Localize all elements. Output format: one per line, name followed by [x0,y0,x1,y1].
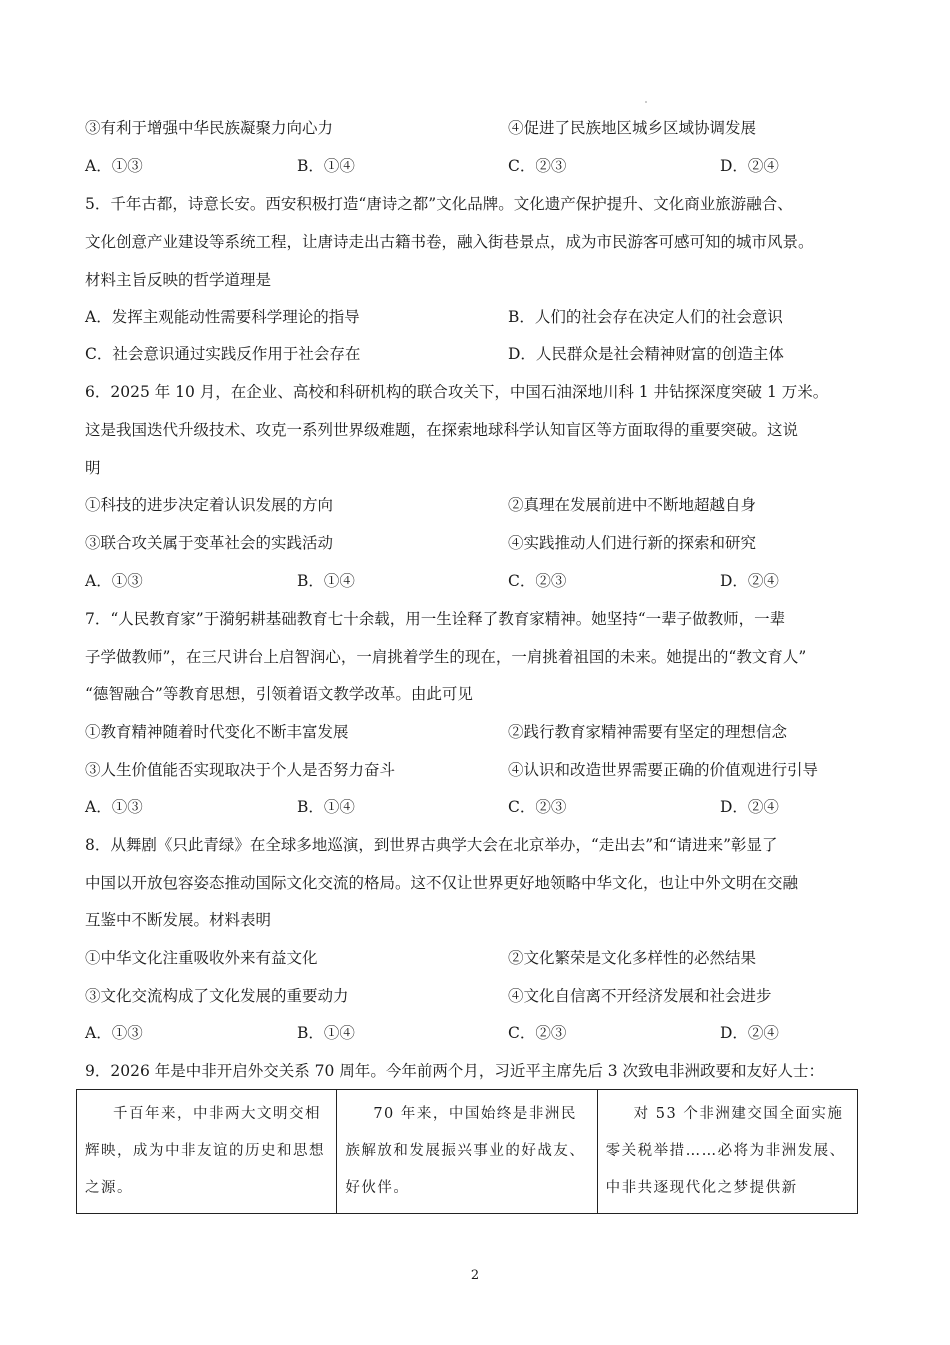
q7-choice-a: A．①③ [85,798,143,816]
q9-cell-3-text: 对 53 个非洲建交国全面实施零关税举措……必将为非洲发展、中非共逐现代化之梦提供新 [605,1106,846,1196]
q7-stem-line-3: “德智融合”等教育思想，引领着语文教学改革。由此可见 [85,685,473,703]
q5-stem-line-3: 材料主旨反映的哲学道理是 [85,271,272,289]
q5-choice-d: D．人民群众是社会精神财富的创造主体 [508,345,784,363]
q5-choice-c: C．社会意识通过实践反作用于社会存在 [85,345,361,363]
q7-choice-c: C．②③ [508,798,567,816]
q7-stem-line-1: 7．“人民教育家”于漪躬耕基础教育七十余载，用一生诠释了教育家精神。她坚持“一辈子做教师，一辈 [85,610,786,628]
q6-stem-line-3: 明 [85,459,101,477]
table-row [77,1090,858,1214]
q6-choice-b: B．①④ [297,572,355,590]
q9-cell-1-text: 千百年来，中非两大文明交相辉映，成为中非友谊的历史和思想之源。 [85,1106,325,1196]
q6-choice-a: A．①③ [85,572,143,590]
scan-speck [645,101,647,103]
q7-choice-d: D．②④ [720,798,779,816]
q5-choice-b: B．人们的社会存在决定人们的社会意识 [508,308,783,326]
q4-choice-c: C．②③ [508,157,567,175]
q4-choice-b: B．①④ [297,157,355,175]
q6-option-4: ④实践推动人们进行新的探索和研究 [508,534,757,552]
q5-stem-line-2: 文化创意产业建设等系统工程，让唐诗走出古籍书卷，融入街巷景点，成为市民游客可感可知的城市风景。 [85,233,814,251]
q4-option-3: ③有利于增强中华民族凝聚力向心力 [85,119,334,137]
q8-option-4: ④文化自信离不开经济发展和社会进步 [508,987,772,1005]
q7-option-2: ②践行教育家精神需要有坚定的理想信念 [508,723,788,741]
q8-choice-a: A．①③ [85,1024,143,1042]
q5-stem-line-1: 5．千年古都，诗意长安。西安积极打造“唐诗之都”文化品牌。文化遗产保护提升、文化商业旅游融合、 [85,195,793,213]
q8-option-1: ①中华文化注重吸收外来有益文化 [85,949,318,967]
q6-option-2: ②真理在发展前进中不断地超越自身 [508,496,757,514]
q6-option-1: ①科技的进步决定着认识发展的方向 [85,496,334,514]
q9-cell-2-text: 70 年来，中国始终是非洲民族解放和发展振兴事业的好战友、好伙伴。 [345,1106,586,1196]
q7-choice-b: B．①④ [297,798,355,816]
page-number: 2 [470,1268,480,1283]
q6-choice-c: C．②③ [508,572,567,590]
q8-stem-line-2: 中国以开放包容姿态推动国际文化交流的格局。这不仅让世界更好地领略中华文化，也让中外文明在交融 [85,874,799,892]
q4-choice-a: A．①③ [85,157,143,175]
q9-material-table [76,1089,858,1214]
q8-option-2: ②文化繁荣是文化多样性的必然结果 [508,949,757,967]
q5-choice-a: A．发挥主观能动性需要科学理论的指导 [85,308,360,326]
q8-option-3: ③文化交流构成了文化发展的重要动力 [85,987,349,1005]
q8-stem-line-3: 互鉴中不断发展。材料表明 [85,911,272,929]
q6-stem-line-2: 这是我国迭代升级技术、攻克一系列世界级难题，在探索地球科学认知盲区等方面取得的重要突破。这说 [85,421,799,439]
q7-option-4: ④认识和改造世界需要正确的价值观进行引导 [508,761,819,779]
q4-choice-d: D．②④ [720,157,779,175]
q8-choice-d: D．②④ [720,1024,779,1042]
q6-option-3: ③联合攻关属于变革社会的实践活动 [85,534,334,552]
q6-stem-line-1: 6．2025 年 10 月，在企业、高校和科研机构的联合攻关下，中国石油深地川科 1 井钻探深度突破 1 万米。 [85,383,829,401]
q8-stem-line-1: 8．从舞剧《只此青绿》在全球多地巡演，到世界古典学大会在北京举办，“走出去”和“请进来”彰显了 [85,836,778,854]
q7-stem-line-2: 子学做教师”，在三尺讲台上启智润心，一肩挑着学生的现在，一肩挑着祖国的未来。她提出的“教文育人” [85,648,807,666]
q8-choice-b: B．①④ [297,1024,355,1042]
q4-option-4: ④促进了民族地区城乡区域协调发展 [508,119,757,137]
q7-option-1: ①教育精神随着时代变化不断丰富发展 [85,723,349,741]
q7-option-3: ③人生价值能否实现取决于个人是否努力奋斗 [85,761,396,779]
q9-stem-line-1: 9．2026 年是中非开启外交关系 70 周年。今年前两个月，习近平主席先后 3 次致电非洲政要和友好人士： [85,1062,825,1080]
q6-choice-d: D．②④ [720,572,779,590]
q9-material-cell-1 [77,1090,337,1214]
q9-material-cell-2 [337,1090,597,1214]
q9-material-cell-3 [597,1090,857,1214]
q8-choice-c: C．②③ [508,1024,567,1042]
